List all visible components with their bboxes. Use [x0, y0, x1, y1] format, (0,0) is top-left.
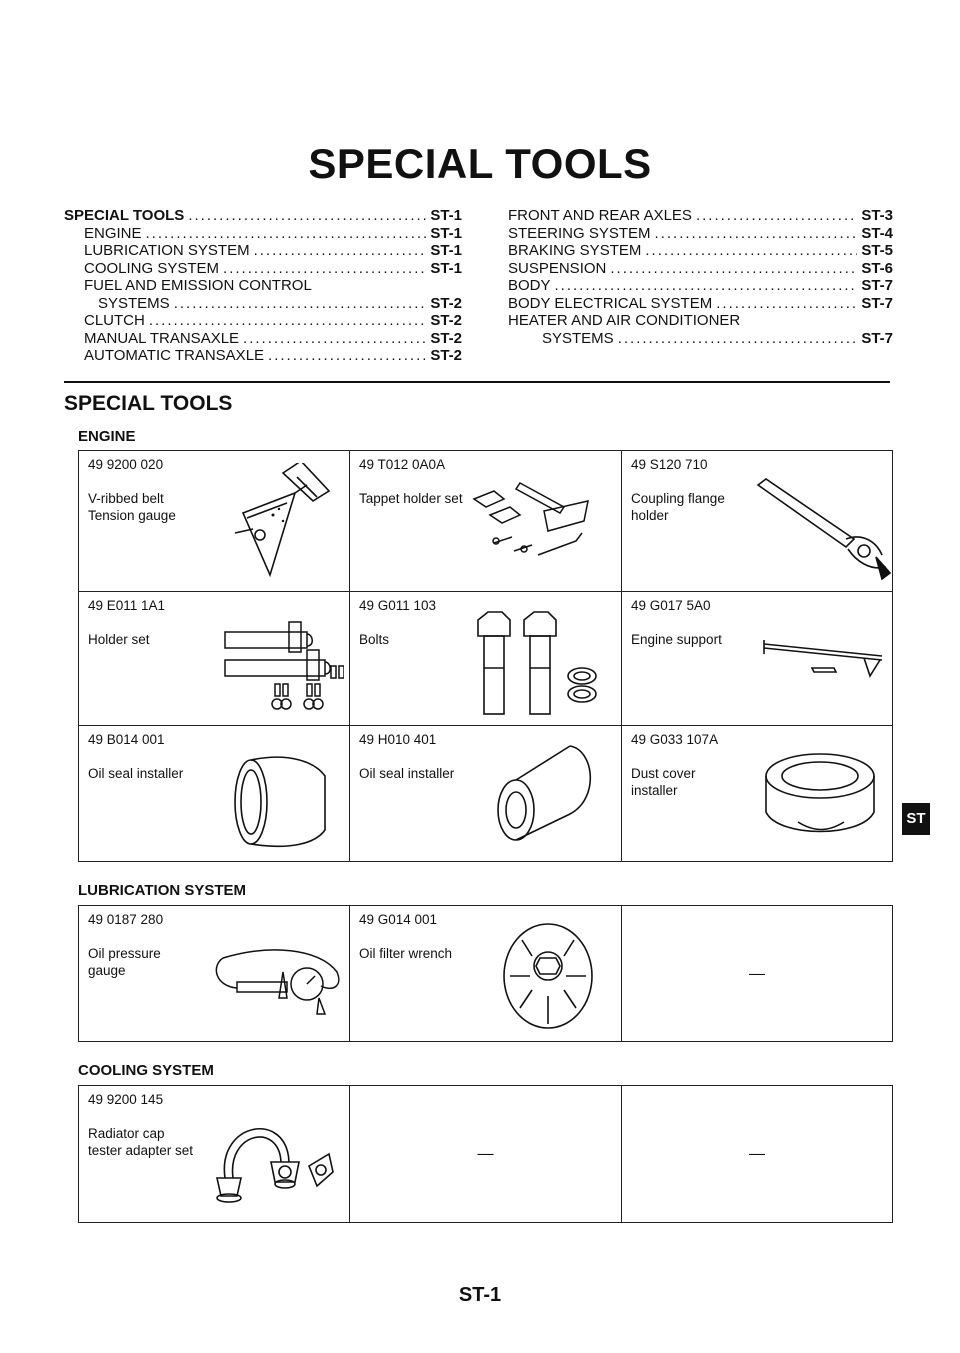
toc-leader-dots [610, 260, 857, 278]
part-number: 49 T012 0A0A [359, 457, 446, 472]
toc-label: COOLING SYSTEM [84, 259, 220, 277]
toc-leader-dots [645, 242, 857, 260]
toc-entry [508, 225, 893, 243]
tool-name: Coupling flange holder [631, 491, 725, 523]
tool-cell [350, 451, 622, 592]
toc-entry [64, 277, 462, 295]
toc-label: MANUAL TRANSAXLE [84, 329, 240, 347]
tool-cell [79, 592, 350, 726]
toc-entry [508, 207, 893, 225]
toc-entry [64, 207, 462, 225]
holder-set-icon [219, 616, 344, 716]
empty-cell-dash: — [749, 1145, 765, 1163]
toc-label: SYSTEMS [542, 329, 614, 347]
tool-name: Dust cover installer [631, 766, 696, 798]
toc-leader-dots [243, 330, 426, 348]
cooling-heading: COOLING SYSTEM [78, 1062, 214, 1079]
oil-pressure-gauge-icon [209, 942, 345, 1032]
toc-entry [64, 312, 462, 330]
oil-seal-installer-icon [229, 746, 339, 858]
tool-name: Oil filter wrench [359, 946, 453, 961]
toc-leader-dots [268, 347, 426, 365]
toc-page-ref: ST-3 [861, 207, 893, 224]
tool-cell [350, 726, 622, 862]
radiator-cap-adapter-icon [209, 1112, 339, 1212]
toc-entry [64, 330, 462, 348]
toc-label: BODY ELECTRICAL SYSTEM [508, 294, 713, 312]
page-number: ST-1 [458, 1284, 502, 1306]
tool-cell [79, 726, 350, 862]
tool-cell [350, 1086, 622, 1223]
toc-label: BRAKING SYSTEM [508, 242, 642, 259]
lubrication-heading: LUBRICATION SYSTEM [78, 882, 247, 899]
bolts-icon [470, 608, 610, 723]
dust-cover-installer-icon [758, 750, 886, 850]
toc-entry [508, 260, 893, 278]
tool-cell [79, 451, 350, 592]
part-number: 49 0187 280 [88, 912, 164, 927]
toc-entry [508, 295, 893, 313]
tool-cell [622, 451, 893, 592]
toc-label: FUEL AND EMISSION CONTROL [84, 277, 312, 294]
part-number: 49 H010 401 [359, 732, 437, 747]
toc-leader-dots [696, 207, 857, 225]
toc-page-ref: ST-6 [861, 259, 893, 277]
toc-label: HEATER AND AIR CONDITIONER [508, 312, 741, 329]
tension-gauge-icon [225, 463, 335, 578]
toc-label: AUTOMATIC TRANSAXLE [84, 347, 265, 364]
toc-page-ref: ST-5 [861, 242, 893, 259]
toc-page-ref: ST-2 [430, 347, 462, 364]
tool-name: Holder set [88, 632, 150, 647]
tool-name: V-ribbed belt Tension gauge [88, 491, 176, 523]
tool-cell [79, 1086, 350, 1223]
cooling-tools-table [78, 1085, 893, 1223]
empty-cell-dash: — [749, 965, 765, 982]
toc-entry [508, 312, 893, 330]
tappet-holder-icon [464, 471, 614, 566]
toc-label: SPECIAL TOOLS [64, 207, 185, 224]
toc-page-ref: ST-1 [430, 242, 462, 259]
tool-cell [622, 1086, 893, 1223]
tool-name: Radiator cap tester adapter set [88, 1126, 194, 1158]
toc-page-ref: ST-1 [430, 224, 462, 242]
toc-leader-dots [146, 225, 427, 243]
toc-label: LUBRICATION SYSTEM [84, 242, 250, 259]
tool-cell [350, 592, 622, 726]
toc-entry [64, 225, 462, 243]
toc-label: SUSPENSION [508, 259, 607, 277]
section-tab: ST [902, 803, 930, 835]
toc-page-ref: ST-2 [430, 329, 462, 347]
tool-name: Oil seal installer [359, 766, 455, 781]
part-number: 49 9200 020 [88, 457, 164, 472]
toc-leader-dots [174, 295, 427, 313]
part-number: 49 G011 103 [359, 598, 437, 613]
engine-tools-table [78, 450, 893, 862]
tool-cell [622, 592, 893, 726]
toc-label: SYSTEMS [98, 294, 170, 312]
engine-support-icon [758, 628, 890, 688]
toc-label: FRONT AND REAR AXLES [508, 207, 692, 224]
divider-rule [64, 381, 890, 383]
toc-leader-dots [618, 330, 858, 348]
toc-page-ref: ST-1 [430, 259, 462, 277]
toc-leader-dots [254, 242, 427, 260]
toc-entry [64, 242, 462, 260]
toc-entry [508, 242, 893, 260]
toc-leader-dots [316, 277, 458, 295]
tool-cell [350, 906, 622, 1042]
toc-label: ENGINE [84, 224, 142, 242]
part-number: 49 B014 001 [88, 732, 165, 747]
toc-page-ref: ST-7 [861, 294, 893, 312]
flange-holder-icon [752, 475, 894, 585]
tool-cell [622, 726, 893, 862]
part-number: 49 G033 107A [631, 732, 719, 747]
tool-name: Engine support [631, 632, 722, 647]
page-title: SPECIAL TOOLS [308, 140, 652, 187]
tool-name: Tappet holder set [359, 491, 463, 506]
oil-seal-installer-cone-icon [490, 738, 610, 858]
toc-page-ref: ST-7 [861, 277, 893, 294]
toc-entry [64, 295, 462, 313]
toc-label: CLUTCH [84, 312, 145, 329]
toc-page-ref: ST-7 [861, 329, 893, 347]
toc-label: STEERING SYSTEM [508, 224, 651, 242]
tool-name: Oil pressure gauge [88, 946, 161, 978]
oil-filter-wrench-icon [492, 916, 604, 1036]
toc-leader-dots [555, 277, 858, 295]
part-number: 49 G017 5A0 [631, 598, 711, 613]
toc-leader-dots [655, 225, 858, 243]
tool-cell [622, 906, 893, 1042]
toc-leader-dots [223, 260, 426, 278]
tool-name: Bolts [359, 632, 390, 647]
toc-page-ref: ST-2 [430, 312, 462, 329]
tool-cell [79, 906, 350, 1042]
toc-left-column [64, 207, 462, 365]
toc-page-ref: ST-4 [861, 224, 893, 242]
toc-entry [508, 330, 893, 348]
toc-page-ref: ST-1 [430, 207, 462, 224]
toc-leader-dots [188, 207, 426, 225]
tool-name: Oil seal installer [88, 766, 184, 781]
toc-label: BODY [508, 277, 551, 294]
toc-page-ref: ST-2 [430, 294, 462, 312]
toc-entry [508, 277, 893, 295]
toc-leader-dots [716, 295, 857, 313]
lubrication-tools-table [78, 905, 893, 1042]
engine-heading: ENGINE [78, 428, 136, 445]
toc-entry [64, 260, 462, 278]
part-number: 49 S120 710 [631, 457, 708, 472]
empty-cell-dash: — [477, 1145, 494, 1163]
toc-leader-dots [149, 312, 426, 330]
section-heading: SPECIAL TOOLS [64, 392, 233, 415]
part-number: 49 E011 1A1 [88, 598, 166, 613]
part-number: 49 G014 001 [359, 912, 438, 927]
toc-entry [64, 347, 462, 365]
toc-leader-dots [744, 312, 889, 330]
toc-right-column [508, 207, 893, 347]
part-number: 49 9200 145 [88, 1092, 164, 1107]
